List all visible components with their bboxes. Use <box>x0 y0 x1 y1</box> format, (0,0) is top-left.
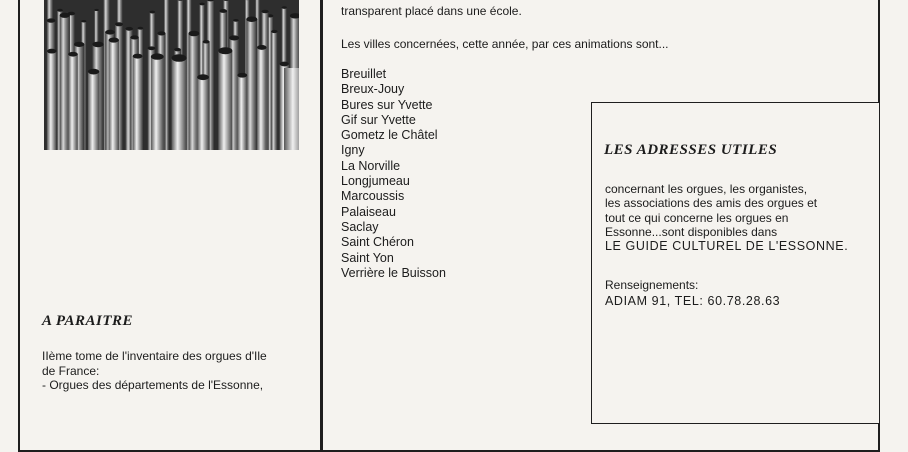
organ-pipe <box>257 45 267 150</box>
city-item: Gif sur Yvette <box>341 113 446 128</box>
organ-pipe <box>172 54 187 150</box>
organ-pipe <box>218 47 232 150</box>
city-item: Breux-Jouy <box>341 82 446 97</box>
villes-intro: Les villes concernées, cette année, par ces animations sont... <box>341 37 669 52</box>
organ-pipe <box>246 16 257 150</box>
guide-culturel: LE GUIDE CULTUREL DE L'ESSONNE. <box>605 239 848 253</box>
city-item: Marcoussis <box>341 189 446 204</box>
intro-line: transparent placé dans une école. <box>341 4 522 19</box>
a-paraitre-line: IIème tome de l'inventaire des orgues d'Ile <box>42 349 267 364</box>
cities-list <box>341 67 446 281</box>
city-item: Gometz le Châtel <box>341 128 446 143</box>
organ-pipe <box>47 49 57 150</box>
city-item: Saclay <box>341 220 446 235</box>
a-paraitre-text <box>42 349 267 393</box>
organ-pipe <box>151 53 164 150</box>
city-item: Breuillet <box>341 67 446 82</box>
organ-pipes-photo <box>44 0 299 150</box>
adresses-utiles-box <box>591 102 880 424</box>
city-item: Saint Chéron <box>341 235 446 250</box>
adresses-line: tout ce qui concerne les orgues en <box>605 211 848 225</box>
organ-pipe <box>271 30 277 150</box>
a-paraitre-line: de France: <box>42 364 267 379</box>
adresses-text <box>605 182 848 253</box>
organ-pipe <box>68 52 78 150</box>
city-item: Bures sur Yvette <box>341 98 446 113</box>
organ-pipe <box>197 74 209 150</box>
city-item: La Norville <box>341 159 446 174</box>
organ-pipe <box>284 68 299 150</box>
city-item: Verrière le Buisson <box>341 266 446 281</box>
a-paraitre-heading: A PARAITRE <box>42 314 133 329</box>
organ-pipe <box>237 73 247 150</box>
renseignements-label: Renseignements: <box>605 278 698 293</box>
organ-pipe <box>109 37 119 150</box>
adresses-line: concernant les orgues, les organistes, <box>605 182 848 196</box>
organ-pipe <box>133 54 143 150</box>
city-item: Saint Yon <box>341 251 446 266</box>
adresses-line: les associations des amis des orgues et <box>605 196 848 210</box>
contact-line: ADIAM 91, TEL: 60.78.28.63 <box>605 294 780 309</box>
city-item: Longjumeau <box>341 174 446 189</box>
a-paraitre-line: - Orgues des départements de l'Essonne, <box>42 378 267 393</box>
city-item: Igny <box>341 143 446 158</box>
adresses-line: Essonne...sont disponibles dans <box>605 225 848 239</box>
adresses-heading: LES ADRESSES UTILES <box>604 143 777 158</box>
organ-pipe <box>88 69 99 150</box>
city-item: Palaiseau <box>341 205 446 220</box>
